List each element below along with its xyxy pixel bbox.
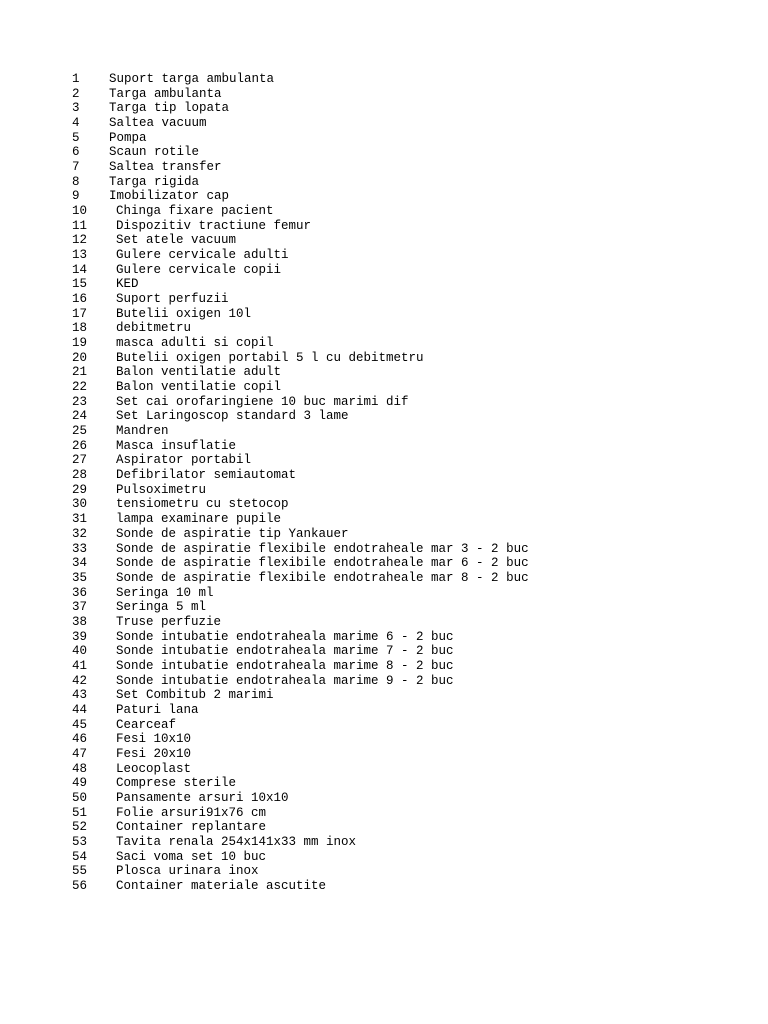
item-number: 53 (72, 834, 88, 849)
item-text: Fesi 20x10 (116, 746, 192, 761)
list-item (72, 556, 529, 571)
item-text: Sonde intubatie endotraheala marime 7 - 2 buc (116, 644, 454, 659)
list-item (72, 762, 529, 777)
item-number: 4 (72, 116, 80, 131)
item-text: Sonde intubatie endotraheala marime 9 - 2 buc (116, 673, 454, 688)
item-number: 39 (72, 629, 88, 644)
list-item (72, 424, 529, 439)
list-item (72, 806, 529, 821)
list-item (72, 409, 529, 424)
list-item (72, 395, 529, 410)
item-text: Sonde intubatie endotraheala marime 8 - 2 buc (116, 658, 454, 673)
list-item (72, 615, 529, 630)
list-item (72, 497, 529, 512)
item-text: Sonde de aspiratie flexibile endotraheale mar 8 - 2 buc (116, 570, 529, 585)
item-text: debitmetru (116, 321, 192, 336)
list-item (72, 233, 529, 248)
equipment-list (72, 72, 529, 894)
item-text: Plosca urinara inox (116, 864, 259, 879)
item-text: Defibrilator semiautomat (116, 468, 297, 483)
item-text: Seringa 5 ml (116, 600, 207, 615)
item-text: lampa examinare pupile (116, 512, 282, 527)
item-text: Sonde de aspiratie flexibile endotraheale mar 6 - 2 buc (116, 556, 529, 571)
item-number: 30 (72, 497, 88, 512)
item-number: 16 (72, 292, 88, 307)
item-number: 40 (72, 644, 88, 659)
item-text: Set Laringoscop standard 3 lame (116, 409, 349, 424)
item-number: 1 (72, 72, 80, 86)
item-number: 7 (72, 160, 80, 175)
list-item (72, 732, 529, 747)
item-number: 45 (72, 717, 88, 732)
list-item (72, 659, 529, 674)
item-number: 10 (72, 204, 88, 219)
list-item (72, 483, 529, 498)
item-text: Comprese sterile (116, 776, 237, 791)
item-number: 55 (72, 864, 88, 879)
list-item (72, 630, 529, 645)
list-item (72, 512, 529, 527)
list-item (72, 145, 529, 160)
item-text: Set atele vacuum (116, 233, 237, 248)
item-number: 47 (72, 746, 88, 761)
item-number: 48 (72, 761, 88, 776)
item-text: Saci voma set 10 buc (116, 849, 267, 864)
item-text: Container replantare (116, 820, 267, 835)
item-number: 29 (72, 482, 88, 497)
item-number: 11 (72, 218, 88, 233)
list-item (72, 292, 529, 307)
list-item (72, 160, 529, 175)
item-text: Tavita renala 254x141x33 mm inox (116, 834, 357, 849)
item-number: 44 (72, 702, 88, 717)
item-text: KED (116, 277, 139, 292)
item-text: Suport perfuzii (116, 292, 229, 307)
item-text: Seringa 10 ml (116, 585, 214, 600)
list-item (72, 116, 529, 131)
list-item (72, 131, 529, 146)
item-text: Set Combitub 2 marimi (116, 688, 274, 703)
item-number: 6 (72, 145, 80, 160)
item-text: Sonde intubatie endotraheala marime 6 - 2 buc (116, 629, 454, 644)
item-number: 5 (72, 130, 80, 145)
item-number: 2 (72, 86, 80, 101)
item-number: 12 (72, 233, 88, 248)
list-item (72, 204, 529, 219)
item-text: Fesi 10x10 (116, 732, 192, 747)
list-item (72, 307, 529, 322)
list-item (72, 718, 529, 733)
list-item (72, 747, 529, 762)
list-item (72, 219, 529, 234)
item-text: Balon ventilatie adult (116, 365, 282, 380)
item-text: Chinga fixare pacient (116, 204, 274, 219)
list-item (72, 380, 529, 395)
item-text: Set cai orofaringiene 10 buc marimi dif (116, 394, 409, 409)
item-number: 20 (72, 350, 88, 365)
list-item (72, 87, 529, 102)
item-text: Aspirator portabil (116, 453, 252, 468)
item-number: 32 (72, 526, 88, 541)
item-number: 46 (72, 732, 88, 747)
item-number: 26 (72, 438, 88, 453)
item-text: Container materiale ascutite (116, 878, 327, 893)
item-number: 14 (72, 262, 88, 277)
item-text: Leocoplast (116, 761, 192, 776)
item-text: Pansamente arsuri 10x10 (116, 790, 289, 805)
item-number: 51 (72, 805, 88, 820)
list-item (72, 776, 529, 791)
list-item (72, 600, 529, 615)
item-number: 25 (72, 424, 88, 439)
item-text: masca adulti si copil (116, 336, 274, 351)
item-number: 3 (72, 101, 80, 116)
list-item (72, 365, 529, 380)
list-item (72, 791, 529, 806)
item-number: 50 (72, 790, 88, 805)
item-number: 49 (72, 776, 88, 791)
item-number: 35 (72, 570, 88, 585)
item-number: 17 (72, 306, 88, 321)
list-item (72, 586, 529, 601)
item-text: Balon ventilatie copil (116, 380, 282, 395)
item-text: Saltea vacuum (109, 116, 207, 131)
list-item (72, 439, 529, 454)
item-text: Butelii oxigen portabil 5 l cu debitmetru (116, 350, 424, 365)
list-item (72, 527, 529, 542)
item-text: Paturi lana (116, 702, 199, 717)
item-text: Butelii oxigen 10l (116, 306, 252, 321)
item-number: 56 (72, 878, 88, 893)
list-item (72, 688, 529, 703)
item-number: 33 (72, 541, 88, 556)
item-number: 37 (72, 600, 88, 615)
item-number: 23 (72, 394, 88, 409)
item-text: tensiometru cu stetocop (116, 497, 289, 512)
list-item (72, 835, 529, 850)
item-text: Suport targa ambulanta (109, 72, 275, 86)
list-item (72, 703, 529, 718)
item-text: Sonde de aspiratie flexibile endotraheale mar 3 - 2 buc (116, 541, 529, 556)
item-number: 15 (72, 277, 88, 292)
item-number: 28 (72, 468, 88, 483)
item-number: 18 (72, 321, 88, 336)
item-number: 22 (72, 380, 88, 395)
item-text: Targa tip lopata (109, 101, 230, 116)
list-item (72, 336, 529, 351)
list-item (72, 351, 529, 366)
item-number: 43 (72, 688, 88, 703)
item-number: 42 (72, 673, 88, 688)
list-item (72, 453, 529, 468)
item-number: 54 (72, 849, 88, 864)
item-text: Gulere cervicale copii (116, 262, 282, 277)
item-text: Truse perfuzie (116, 614, 222, 629)
list-item (72, 820, 529, 835)
list-item (72, 101, 529, 116)
item-text: Targa ambulanta (109, 86, 222, 101)
list-item (72, 468, 529, 483)
item-text: Saltea transfer (109, 160, 222, 175)
item-text: Pompa (109, 130, 147, 145)
list-item (72, 850, 529, 865)
list-item (72, 571, 529, 586)
item-number: 27 (72, 453, 88, 468)
item-text: Targa rigida (109, 174, 200, 189)
list-item (72, 879, 529, 894)
item-text: Mandren (116, 424, 169, 439)
item-number: 38 (72, 614, 88, 629)
item-number: 8 (72, 174, 80, 189)
list-item (72, 72, 529, 87)
item-number: 31 (72, 512, 88, 527)
item-text: Sonde de aspiratie tip Yankauer (116, 526, 349, 541)
item-number: 34 (72, 556, 88, 571)
item-text: Scaun rotile (109, 145, 200, 160)
list-item (72, 175, 529, 190)
list-item (72, 248, 529, 263)
list-item (72, 189, 529, 204)
list-item (72, 864, 529, 879)
item-number: 41 (72, 658, 88, 673)
item-number: 36 (72, 585, 88, 600)
list-item (72, 321, 529, 336)
item-text: Gulere cervicale adulti (116, 248, 289, 263)
list-item (72, 542, 529, 557)
item-text: Dispozitiv tractiune femur (116, 218, 312, 233)
list-item (72, 644, 529, 659)
item-number: 13 (72, 248, 88, 263)
item-number: 19 (72, 336, 88, 351)
list-item (72, 277, 529, 292)
item-text: Cearceaf (116, 717, 177, 732)
item-number: 21 (72, 365, 88, 380)
list-item (72, 674, 529, 689)
item-number: 24 (72, 409, 88, 424)
item-text: Pulsoximetru (116, 482, 207, 497)
item-number: 52 (72, 820, 88, 835)
item-text: Folie arsuri91x76 cm (116, 805, 267, 820)
list-item (72, 263, 529, 278)
item-number: 9 (72, 189, 80, 204)
item-text: Masca insuflatie (116, 438, 237, 453)
item-text: Imobilizator cap (109, 189, 230, 204)
